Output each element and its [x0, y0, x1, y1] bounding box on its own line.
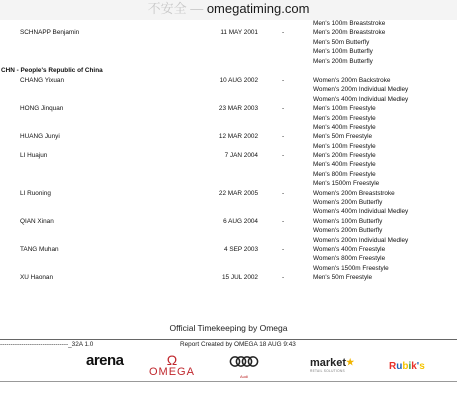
- separator-dash: -: [282, 217, 285, 225]
- event-item: Men's 100m Butterfly: [313, 48, 373, 56]
- birth-date: [200, 19, 258, 28]
- event-item: Women's 200m Individual Medley: [313, 236, 409, 244]
- event-list: [313, 28, 457, 66]
- omega-logo: [149, 354, 195, 378]
- event-list: [313, 189, 457, 217]
- event-item: Men's 400m Freestyle: [313, 161, 376, 169]
- separator-dash: -: [282, 29, 285, 37]
- athlete-row: [0, 189, 457, 217]
- event-item: Men's 1500m Freestyle: [313, 180, 380, 188]
- separator-dash: -: [282, 105, 285, 113]
- birth-date: 12 MAR 2002: [218, 133, 258, 141]
- omega-symbol-icon: Ω: [166, 352, 178, 368]
- event-list: [313, 151, 457, 189]
- athlete-row: [0, 217, 457, 245]
- athlete-name: HONG Jinquan: [20, 105, 64, 113]
- event-item: Men's 50m Butterfly: [313, 38, 370, 46]
- event-item: Men's 100m Freestyle: [313, 142, 376, 150]
- athlete-name: LI Ruoning: [20, 189, 51, 197]
- birth-date: 10 AUG 2002: [219, 76, 258, 84]
- audi-caption: Audi: [239, 374, 248, 379]
- birth-date: 15 JUL 2002: [221, 274, 258, 282]
- event-item: Men's 200m Freestyle: [313, 114, 376, 122]
- event-list: [313, 245, 457, 273]
- athlete-name: TANG Muhan: [20, 245, 59, 253]
- separator-dash: -: [282, 189, 285, 197]
- bottom-divider: [0, 381, 457, 382]
- athlete-row: [0, 104, 457, 132]
- event-list: [313, 273, 457, 282]
- event-list: [313, 104, 457, 132]
- star-icon: ★: [346, 357, 355, 367]
- birth-date: 4 SEP 2003: [224, 245, 258, 253]
- event-item: Women's 400m Individual Medley: [313, 208, 409, 216]
- event-item: Women's 800m Freestyle: [313, 255, 386, 263]
- event-item: Men's 200m Breaststroke: [313, 29, 386, 37]
- document-code: --------------------------------_32A 1.0: [0, 341, 94, 348]
- audi-rings-icon: [229, 355, 259, 368]
- athlete-row: [0, 19, 457, 28]
- market-wordmark: market: [310, 357, 347, 369]
- event-item: Men's 50m Freestyle: [313, 274, 373, 282]
- domain-text: omegatiming.com: [206, 1, 310, 16]
- athlete-row: [0, 245, 457, 273]
- rubiks-logo: [389, 361, 425, 372]
- event-list: [313, 132, 457, 151]
- athlete-name: LI Huajun: [20, 152, 48, 160]
- athlete-name: XU Haonan: [20, 274, 54, 282]
- event-item: Women's 200m Individual Medley: [313, 86, 409, 94]
- event-item: Men's 800m Freestyle: [313, 170, 376, 178]
- country-heading: CHN - People's Republic of China: [1, 66, 103, 74]
- birth-date: 11 MAY 2001: [220, 29, 258, 37]
- omega-wordmark: OMEGA: [149, 366, 195, 378]
- event-item: Men's 200m Butterfly: [313, 57, 373, 65]
- event-item: Women's 100m Butterfly: [313, 217, 383, 225]
- audi-logo: [229, 355, 259, 379]
- athlete-row: [0, 151, 457, 189]
- market-subtitle: RETAIL SOLUTIONS: [310, 369, 345, 373]
- rubiks-wordmark: Rubik's: [389, 361, 425, 372]
- athlete-row: [0, 76, 457, 104]
- birth-date: 6 AUG 2004: [223, 217, 258, 225]
- event-list: [313, 217, 457, 245]
- event-list: [313, 19, 457, 28]
- athlete-name: SCHNAPP Benjamin: [20, 29, 80, 37]
- birth-date: 23 MAR 2003: [218, 105, 258, 113]
- market-logo: [310, 357, 354, 373]
- athlete-row: [0, 273, 457, 282]
- athlete-name: QIAN Xinan: [20, 217, 54, 225]
- separator-dash: -: [282, 152, 285, 160]
- event-item: Women's 1500m Freestyle: [313, 264, 389, 272]
- separator: —: [186, 1, 207, 16]
- athlete-row: [0, 28, 457, 66]
- separator-dash: -: [282, 274, 285, 282]
- event-item: Women's 400m Individual Medley: [313, 95, 409, 103]
- entry-list: [0, 19, 457, 283]
- official-timekeeping: Official Timekeeping by Omega: [169, 323, 288, 333]
- separator-dash: -: [282, 76, 285, 84]
- event-item: Men's 50m Freestyle: [313, 133, 373, 141]
- athlete-name: HUANG Junyi: [20, 133, 60, 141]
- birth-date: 22 MAR 2005: [218, 189, 258, 197]
- separator-dash: -: [282, 245, 285, 253]
- event-item: Women's 200m Butterfly: [313, 227, 383, 235]
- athlete-row: [0, 132, 457, 151]
- event-item: Men's 200m Freestyle: [313, 152, 376, 160]
- event-item: Men's 400m Freestyle: [313, 123, 376, 131]
- event-item: Women's 200m Backstroke: [313, 76, 391, 84]
- event-list: [313, 76, 457, 104]
- separator-dash: -: [282, 133, 285, 141]
- address-bar[interactable]: [0, 0, 457, 20]
- event-item: Men's 100m Freestyle: [313, 105, 376, 113]
- birth-date: 7 JAN 2004: [224, 152, 258, 160]
- divider: [0, 339, 457, 340]
- event-item: Women's 200m Butterfly: [313, 199, 383, 207]
- arena-logo: arena: [86, 352, 124, 369]
- report-created: Report Created by OMEGA 18 AUG 9:43: [180, 341, 296, 348]
- event-item: Men's 100m Breaststroke: [313, 20, 386, 27]
- event-item: Women's 400m Freestyle: [313, 245, 386, 253]
- athlete-name: CHANG Yixuan: [20, 76, 65, 84]
- insecure-label: 不安全: [147, 1, 187, 16]
- event-item: Women's 200m Breaststroke: [313, 189, 395, 197]
- sponsor-logos: [0, 352, 457, 381]
